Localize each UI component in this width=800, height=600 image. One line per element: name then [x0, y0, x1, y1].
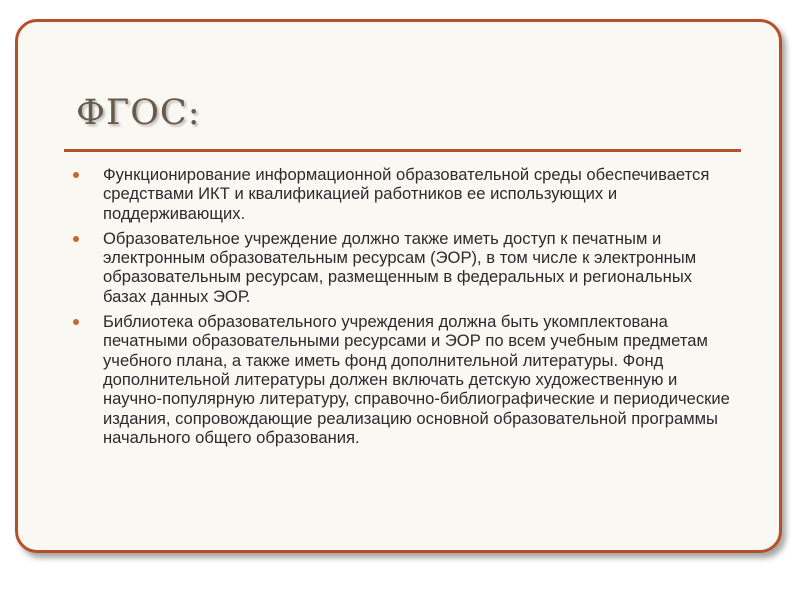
- bullet-list: [73, 165, 733, 453]
- bullet-dot-icon: [73, 319, 79, 325]
- bullet-item: [73, 312, 733, 447]
- bullet-text: Библиотека образовательного учреждения должна быть укомплектована печатными образовательными ресурсами и ЭОР по всем учебным предметам учебного плана, а также иметь фонд дополнительной литературы. Фонд дополнительной литературы должен включать детскую художественную и научно-популярную литературу, справочно-библиографические и периодические издания, сопровождающие реализацию основной образовательной программы начального общего образования.: [103, 312, 730, 447]
- title-divider: [64, 149, 741, 152]
- bullet-text: Функционирование информационной образовательной среды обеспечивается средствами ИКТ и квалификацией работников ее использующих и поддерживающих.: [103, 165, 710, 223]
- bullet-dot-icon: [73, 236, 79, 242]
- bullet-item: [73, 229, 733, 306]
- slide-title: ФГОС:: [76, 93, 201, 133]
- bullet-text: Образовательное учреждение должно также иметь доступ к печатным и электронным образовательным ресурсам (ЭОР), в том числе к электронным образовательным ресурсам, размещенным в федеральных и региональных базах данных ЭОР.: [103, 228, 697, 306]
- bullet-dot-icon: [73, 172, 79, 178]
- bullet-item: [73, 165, 733, 223]
